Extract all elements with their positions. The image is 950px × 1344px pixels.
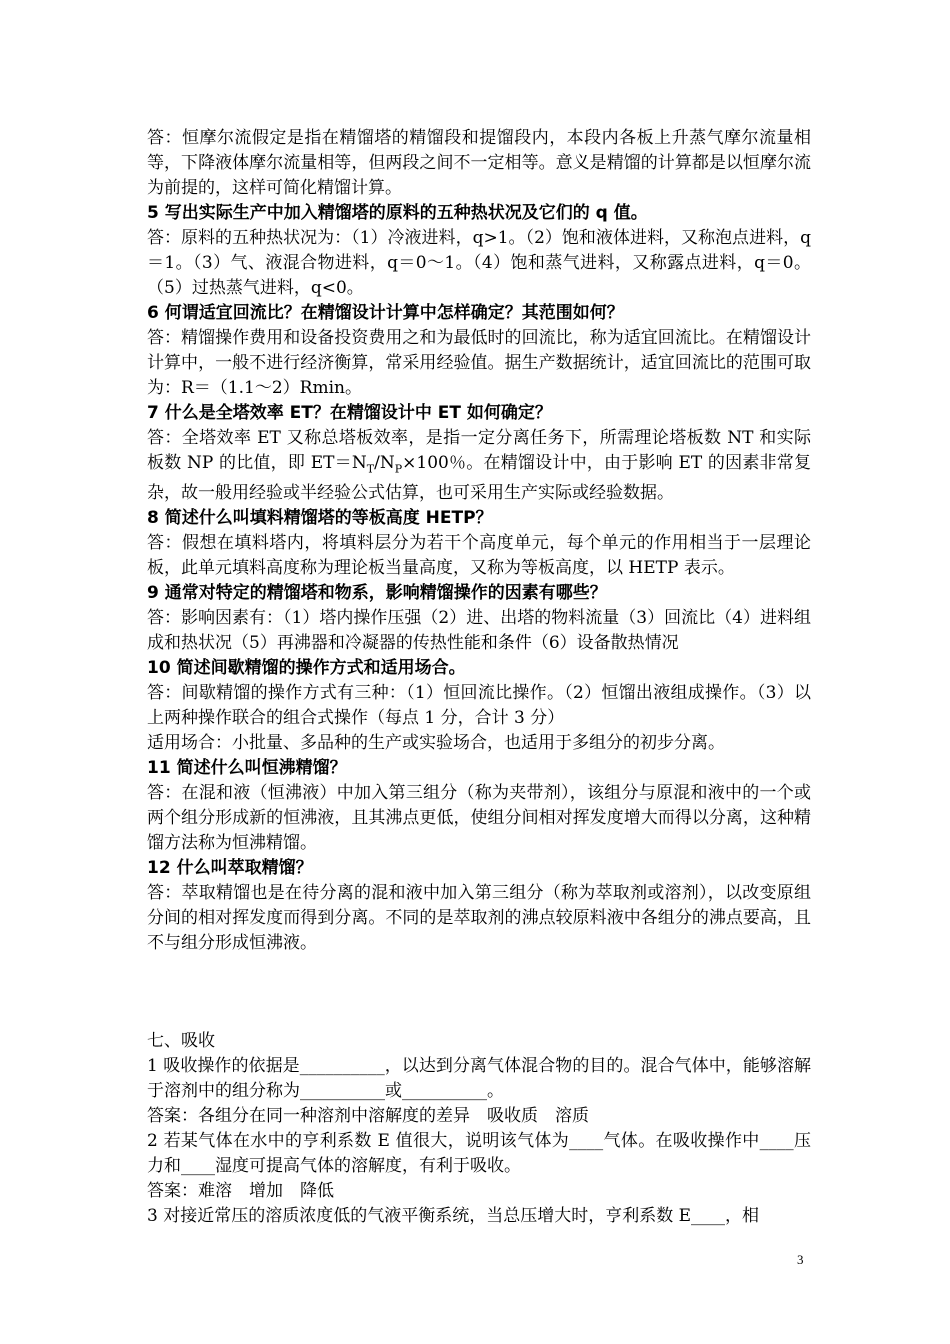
answer-6: 答：精馏操作费用和设备投资费用之和为最低时的回流比，称为适宜回流比。在精馏设计计算中，一般不进行经济衡算，常采用经验值。据生产数据统计，适宜回流比的范围可取为：R＝（1.1～2）Rmin。 — [147, 328, 811, 398]
answer-4: 答：恒摩尔流假定是指在精馏塔的精馏段和提馏段内，本段内各板上升蒸气摩尔流量相等，下降液体摩尔流量相等，但两段之间不一定相等。意义是精馏的计算都是以恒摩尔流为前提的，这样可简化精馏计算。 — [147, 128, 811, 198]
blank-question-3: 3 对接近常压的溶质浓度低的气液平衡系统，当总压增大时，亨利系数 E____，相 — [147, 1206, 760, 1227]
answer-8: 答：假想在填料塔内，将填料层分为若干个高度单元，每个单元的作用相当于一层理论板，此单元填料高度称为理论板当量高度，又称为等板高度，以 HETP 表示。 — [147, 533, 811, 579]
answer-5: 答：原料的五种热状况为：（1）冷液进料，q>1。（2）饱和液体进料，又称泡点进料，q＝1。（3）气、液混合物进料，q＝0～1。（4）饱和蒸气进料，又称露点进料，q＝0。（5）过热蒸气进料，q<0。 — [147, 228, 811, 298]
blank-question-2: 2 若某气体在水中的亨利系数 E 值很大，说明该气体为____气体。在吸收操作中____压力和____湿度可提高气体的溶解度，有利于吸收。 — [147, 1131, 811, 1177]
answer-10-scope: 适用场合：小批量、多品种的生产或实验场合，也适用于多组分的初步分离。 — [147, 733, 725, 754]
question-12: 12 什么叫萃取精馏？ — [147, 858, 313, 879]
question-10: 10 简述间歇精馏的操作方式和适用场合。 — [147, 658, 466, 679]
answer-12: 答：萃取精馏也是在待分离的混和液中加入第三组分（称为萃取剂或溶剂），以改变原组分间的相对挥发度而得到分离。不同的是萃取剂的沸点较原料液中各组分的沸点要高，且不与组分形成恒沸液。 — [147, 883, 811, 954]
question-9: 9 通常对特定的精馏塔和物系，影响精馏操作的因素有哪些？ — [147, 583, 607, 604]
answer-7-text-b: /N — [374, 453, 395, 473]
section-heading: 七、吸收 — [147, 1031, 215, 1052]
answer-7-text-c: ×100％。在精馏设计中，由于影响 ET 的因素非常复杂，故一般用经验或半经验公式估算，也可采用生产实际或经验数据。 — [147, 453, 811, 504]
section-spacer — [147, 956, 811, 1029]
blank-answer-2: 答案：难溶 增加 降低 — [147, 1181, 334, 1202]
page-content — [147, 126, 811, 1229]
page-number: 3 — [797, 1252, 804, 1267]
blank-question-1: 1 吸收操作的依据是__________，以达到分离气体混合物的目的。混合气体中，能够溶解于溶剂中的组分称为__________或__________。 — [147, 1056, 811, 1102]
answer-7-subscript-t: T — [366, 462, 375, 476]
question-6: 6 何谓适宜回流比？在精馏设计计算中怎样确定？其范围如何？ — [147, 303, 624, 323]
answer-11: 答：在混和液（恒沸液）中加入第三组分（称为夹带剂），该组分与原混和液中的一个或两个组分形成新的恒沸液，且其沸点更低，使组分间相对挥发度增大而得以分离，这种精馏方法称为恒沸精馏。 — [147, 783, 811, 854]
answer-7-text-a: 答：全塔效率 ET 又称总塔板效率，是指一定分离任务下，所需理论塔板数 NT 和实际板数 NP 的比值，即 ET＝N — [147, 428, 811, 473]
question-11: 11 简述什么叫恒沸精馏？ — [147, 758, 347, 779]
answer-7 — [147, 426, 811, 506]
question-8: 8 简述什么叫填料精馏塔的等板高度 HETP？ — [147, 508, 493, 529]
question-7: 7 什么是全塔效率 ET？在精馏设计中 ET 如何确定？ — [147, 403, 552, 423]
blank-answer-1: 答案：各组分在同一种溶剂中溶解度的差异 吸收质 溶质 — [147, 1106, 589, 1127]
answer-10: 答：间歇精馏的操作方式有三种：（1）恒回流比操作。（2）恒馏出液组成操作。（3）以上两种操作联合的组合式操作（每点 1 分，合计 3 分） — [147, 683, 811, 729]
question-5: 5 写出实际生产中加入精馏塔的原料的五种热状况及它们的 q 值。 — [147, 203, 648, 223]
answer-9: 答：影响因素有：（1）塔内操作压强（2）进、出塔的物料流量（3）回流比（4）进料组成和热状况（5）再沸器和冷凝器的传热性能和条件（6）设备散热情况 — [147, 608, 811, 654]
answer-7-subscript-p: P — [394, 462, 403, 476]
